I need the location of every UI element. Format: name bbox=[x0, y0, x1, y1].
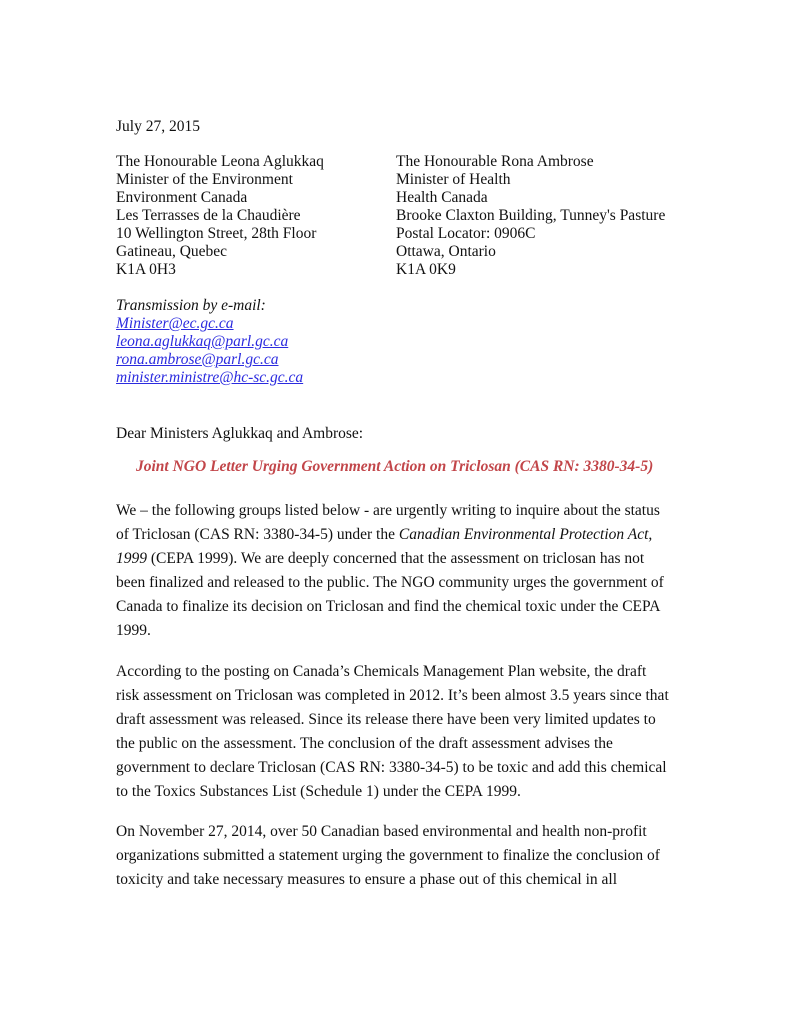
paragraph-line: the public on the assessment. The conclusion of the draft assessment advises the bbox=[116, 735, 613, 752]
transmission-block bbox=[116, 297, 303, 387]
paragraph-line: On November 27, 2014, over 50 Canadian based environmental and health non-profit bbox=[116, 823, 647, 840]
subject-heading: Joint NGO Letter Urging Government Action on Triclosan (CAS RN: 3380-34-5) bbox=[136, 458, 654, 475]
paragraph-line: to the Toxics Substances List (Schedule 1) under the CEPA 1999. bbox=[116, 783, 521, 800]
paragraph-line: been finalized and released to the public. The NGO community urges the government of bbox=[116, 574, 664, 591]
paragraph-line bbox=[116, 523, 686, 547]
address-line: Ottawa, Ontario bbox=[396, 243, 496, 260]
paragraph-line: According to the posting on Canada’s Chemicals Management Plan website, the draft bbox=[116, 663, 647, 680]
act-title: Canadian Environmental Protection Act, bbox=[398, 526, 653, 543]
address-line: Minister of Health bbox=[396, 171, 511, 188]
act-title: 1999 bbox=[116, 550, 147, 567]
address-line: 10 Wellington Street, 28th Floor bbox=[116, 225, 317, 242]
text-run: of Triclosan (CAS RN: 3380-34-5) under the bbox=[116, 526, 399, 543]
address-line: The Honourable Leona Aglukkaq bbox=[116, 153, 324, 170]
paragraph-1 bbox=[116, 499, 686, 643]
address-line: K1A 0H3 bbox=[116, 261, 176, 278]
text-run: (CEPA 1999). We are deeply concerned that the assessment on triclosan has not bbox=[147, 550, 645, 567]
paragraph-3 bbox=[116, 820, 686, 892]
address-line: Les Terrasses de la Chaudière bbox=[116, 207, 301, 224]
paragraph-line bbox=[116, 547, 686, 571]
salutation: Dear Ministers Aglukkaq and Ambrose: bbox=[116, 425, 364, 442]
email-link[interactable]: rona.ambrose@parl.gc.ca bbox=[116, 351, 279, 368]
paragraph-line: 1999. bbox=[116, 622, 151, 639]
recipient-address-environment bbox=[116, 153, 324, 279]
address-line: Brooke Claxton Building, Tunney's Pasture bbox=[396, 207, 666, 224]
email-link[interactable]: Minister@ec.gc.ca bbox=[116, 315, 234, 332]
address-line: Environment Canada bbox=[116, 189, 248, 206]
paragraph-line: government to declare Triclosan (CAS RN: 3380-34-5) to be toxic and add this chemical bbox=[116, 759, 667, 776]
paragraph-line: We – the following groups listed below - are urgently writing to inquire about the status bbox=[116, 502, 660, 519]
address-line: Gatineau, Quebec bbox=[116, 243, 228, 260]
address-line: Postal Locator: 0906C bbox=[396, 225, 536, 242]
paragraph-2 bbox=[116, 660, 686, 804]
recipient-address-health bbox=[396, 153, 665, 279]
letter-date: July 27, 2015 bbox=[116, 118, 200, 135]
paragraph-line: organizations submitted a statement urging the government to finalize the conclusion of bbox=[116, 847, 660, 864]
paragraph-line: toxicity and take necessary measures to ensure a phase out of this chemical in all bbox=[116, 871, 617, 888]
email-link[interactable]: leona.aglukkaq@parl.gc.ca bbox=[116, 333, 289, 350]
address-line: Minister of the Environment bbox=[116, 171, 293, 188]
address-line: K1A 0K9 bbox=[396, 261, 456, 278]
paragraph-line: risk assessment on Triclosan was completed in 2012. It’s been almost 3.5 years since that bbox=[116, 687, 669, 704]
address-line: Health Canada bbox=[396, 189, 488, 206]
email-link[interactable]: minister.ministre@hc-sc.gc.ca bbox=[116, 369, 304, 386]
address-line: The Honourable Rona Ambrose bbox=[396, 153, 594, 170]
transmission-label: Transmission by e-mail: bbox=[116, 297, 266, 314]
paragraph-line: draft assessment was released. Since its release there have been very limited updates to bbox=[116, 711, 656, 728]
paragraph-line: Canada to finalize its decision on Triclosan and find the chemical toxic under the CEPA bbox=[116, 598, 661, 615]
